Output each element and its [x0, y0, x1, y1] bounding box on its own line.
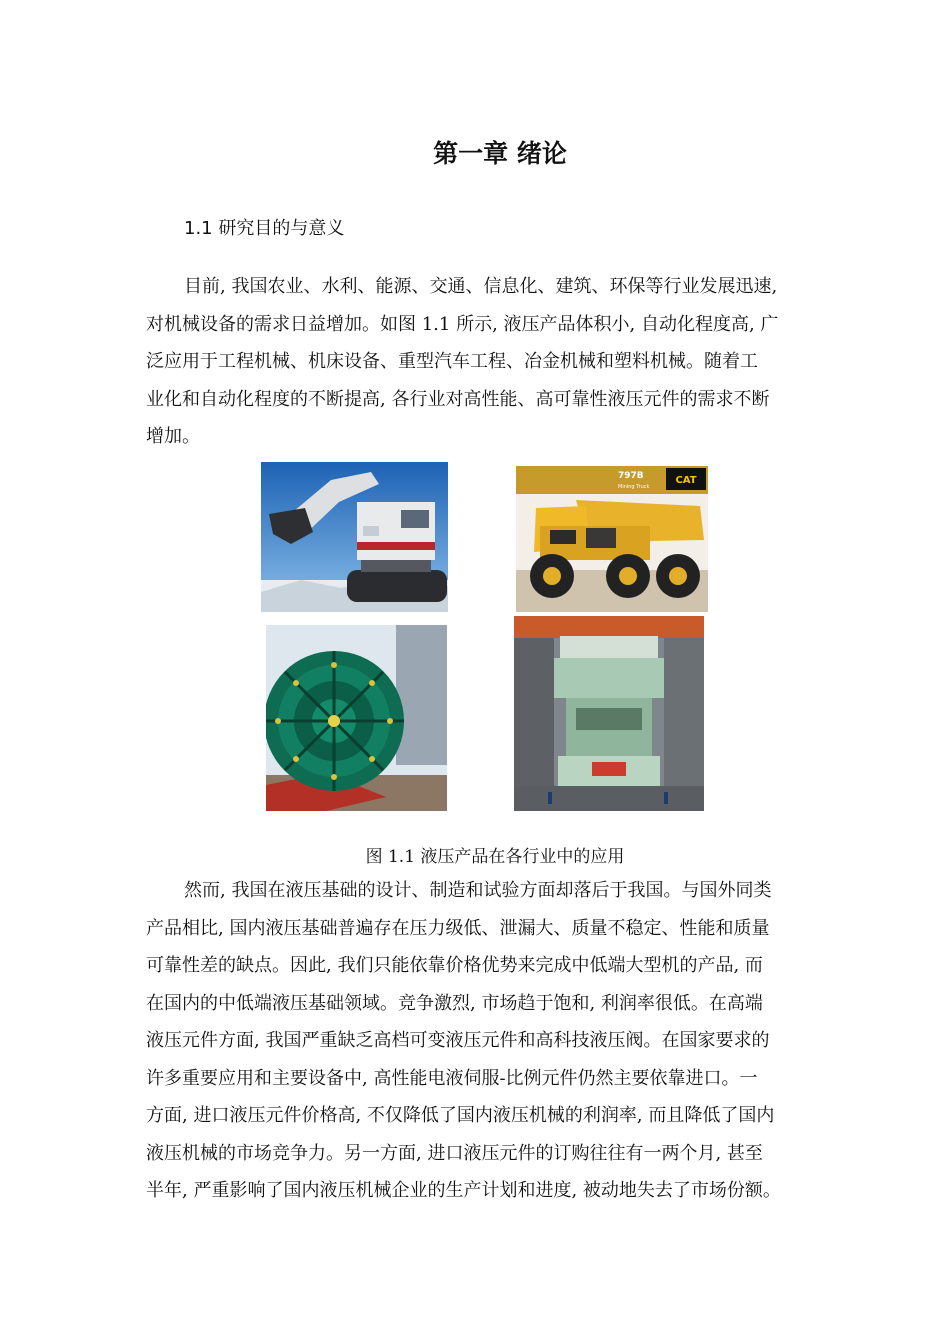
hydraulic-press-photo — [514, 616, 704, 811]
paragraph-line: 可靠性差的缺点。因此, 我们只能依靠价格优势来完成中低端大型机的产品, 而 — [146, 955, 763, 976]
paragraph-line: 方面, 进口液压元件价格高, 不仅降低了国内液压机械的利润率, 而且降低了国内 — [146, 1105, 775, 1126]
mining-truck-photo — [516, 466, 708, 612]
paragraph-line: 然而, 我国在液压基础的设计、制造和试验方面却落后于我国。与国外同类 — [184, 880, 772, 901]
paragraph-line: 对机械设备的需求日益增加。如图 1.1 所示, 液压产品体积小, 自动化程度高, 广 — [146, 313, 779, 335]
truck-sign-model: 797B — [618, 471, 644, 481]
paragraph-line: 泛应用于工程机械、机床设备、重型汽车工程、冶金机械和塑料机械。随着工 — [146, 351, 758, 372]
paragraph-line: 液压元件方面, 我国严重缺乏高档可变液压元件和高科技液压阀。在国家要求的 — [146, 1030, 770, 1051]
tunnel-boring-machine-photo — [266, 625, 447, 811]
paragraph-line: 许多重要应用和主要设备中, 高性能电液伺服-比例元件仍然主要依靠进口。一 — [146, 1067, 758, 1089]
paragraph-line: 目前, 我国农业、水利、能源、交通、信息化、建筑、环保等行业发展迅速, — [184, 276, 778, 297]
section-title: 1.1 研究目的与意义 — [184, 218, 345, 239]
paragraph-analysis — [146, 872, 814, 1210]
paragraph-line: 增加。 — [146, 426, 200, 447]
excavator-photo — [261, 462, 448, 612]
truck-sign-brand: CAT — [675, 475, 697, 486]
paragraph-intro — [146, 268, 814, 456]
paragraph-line: 半年, 严重影响了国内液压机械企业的生产计划和进度, 被动地失去了市场份额。 — [146, 1180, 781, 1201]
figure-caption: 图 1.1 液压产品在各行业中的应用 — [365, 847, 625, 867]
paragraph-line: 在国内的中低端液压基础领域。竞争激烈, 市场趋于饱和, 利润率很低。在高端 — [146, 992, 763, 1014]
paragraph-line: 产品相比, 国内液压基础普遍存在压力级低、泄漏大、质量不稳定、性能和质量 — [146, 917, 770, 939]
chapter-title: 第一章 绪论 — [433, 139, 567, 168]
paragraph-line: 液压机械的市场竞争力。另一方面, 进口液压元件的订购往往有一两个月, 甚至 — [146, 1142, 763, 1164]
paragraph-line: 业化和自动化程度的不断提高, 各行业对高性能、高可靠性液压元件的需求不断 — [146, 388, 770, 410]
truck-sign-subtitle: Mining Truck — [618, 484, 650, 490]
figure-hydraulic-applications — [258, 460, 708, 812]
